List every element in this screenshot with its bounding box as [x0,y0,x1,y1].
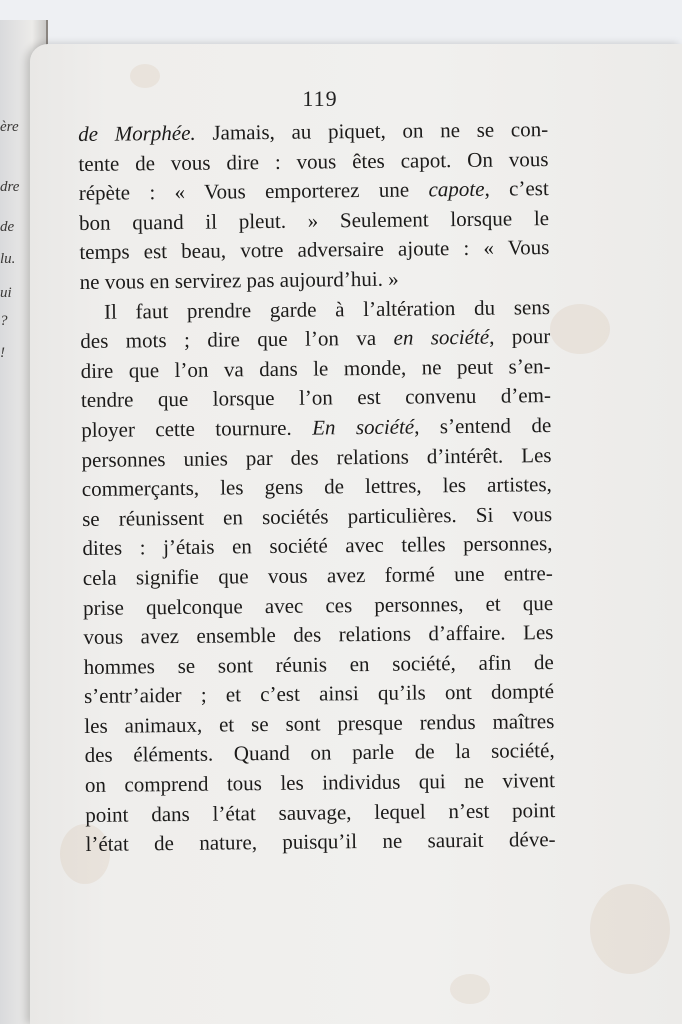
text-run: ployer cette tournure. [81,415,313,442]
text-line [79,233,549,268]
text-run: tendre que lorsque l’on est convenu d’em- [80,383,552,413]
text-line [84,677,554,712]
text-line [83,559,553,594]
italic-text: En société [312,414,415,440]
margin-fragment: ? [0,313,8,329]
margin-fragment: ère [0,119,19,135]
text-run: cela signifie que vous avez formé une entre- [82,560,553,590]
paper-stain [550,304,610,354]
text-run: ne vous en servirez pas aujourd’hui. » [79,266,399,294]
text-run: , c’est [484,176,549,201]
text-run: répète : « Vous emporterez une [78,177,429,206]
text-run: , pour [488,324,551,349]
text-run: vous avez ensemble des relations d’affaire. Les [83,620,554,650]
text-run: des éléments. Quand on parle de la société, [84,738,555,768]
margin-fragment: ! [0,345,5,361]
text-run: hommes se sont réunis en société, afin de [83,649,554,679]
text-run: dites : j’étais en société avec telles personnes, [82,531,553,561]
text-line [80,322,550,357]
text-run: temps est beau, votre adversaire ajoute : « Vous [79,235,550,265]
text-line [85,766,555,801]
text-line [79,174,549,209]
paper-stain [590,884,670,974]
text-run: personnes unies par des relations d’intérêt. Les [81,442,552,472]
italic-text: capote [428,176,485,202]
text-line [83,618,553,653]
text-run: l’état de nature, puisqu’il ne saurait déve- [85,827,556,857]
text-run: dire que l’on va dans le monde, ne peut s’en- [80,353,551,383]
text-line [82,470,552,505]
margin-fragment: lu. [0,251,16,267]
text-run: s’entr’aider ; et c’est ainsi qu’ils ont dompté [83,679,555,709]
body-text [78,115,556,860]
text-run: bon quand il pleut. » Seulement lorsque le [78,205,550,235]
text-run: prise quelconque avec ces personnes, et que [82,590,554,620]
text-line [85,825,555,860]
margin-fragment: de [0,219,15,235]
margin-fragment: ui [0,285,12,301]
paper-stain [130,64,160,88]
text-line [78,115,548,150]
text-line [81,411,551,446]
text-run: les animaux, et se sont presque rendus maîtres [84,708,555,738]
text-run: tente de vous dire : vous êtes capot. On vous [78,146,549,176]
text-run: commerçants, les gens de lettres, les artistes, [81,472,552,502]
text-line [81,381,551,416]
text-run: on comprend tous les individus qui ne vivent [84,768,556,798]
margin-fragment: dre [0,179,20,195]
text-run: point dans l’état sauvage, lequel n’est point [85,797,556,827]
page-number: 119 [302,86,338,111]
text-run: Jamais, au piquet, on ne se con- [195,117,549,145]
text-run: Il faut prendre garde à l’altération du sens [103,294,551,324]
italic-text: de Morphée. [78,120,196,146]
text-run: se réunissent en sociétés particulières. Si vous [82,501,553,531]
italic-text: en société [393,324,490,350]
paper-stain [450,974,490,1004]
text-line [82,529,552,564]
text-run: des mots ; dire que l’on va [80,325,394,354]
text-run: , s’entend de [414,412,552,439]
